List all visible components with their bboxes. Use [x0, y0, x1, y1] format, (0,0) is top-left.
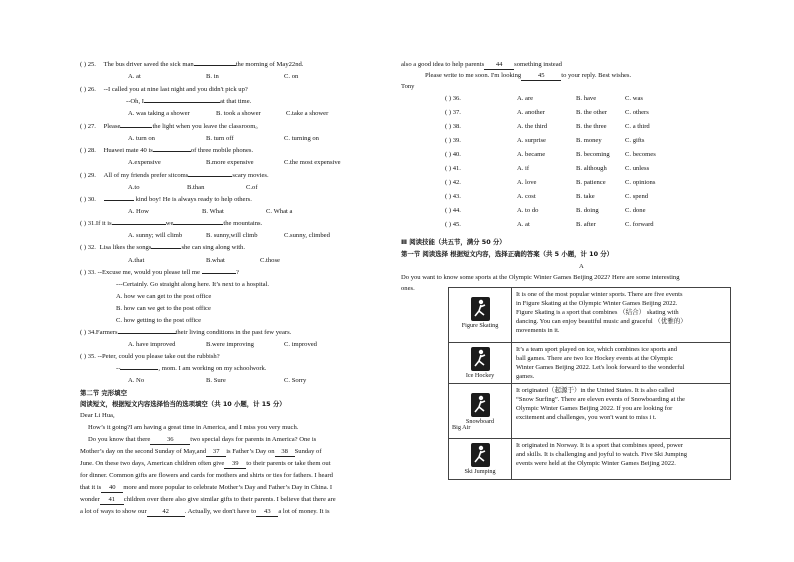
answer-blank[interactable] — [188, 176, 232, 177]
letter-signature: Tony — [401, 83, 415, 90]
passage-letter: A — [579, 263, 584, 270]
sports-row — [449, 343, 731, 384]
sport-label: Snowboard — [465, 418, 495, 425]
snowboard-icon — [471, 393, 490, 417]
option-choice[interactable]: B. doing — [576, 207, 599, 214]
option-choice[interactable]: C. unless — [625, 165, 650, 172]
answer-blank[interactable] — [112, 224, 166, 225]
sport-description — [512, 384, 731, 439]
question-33: ( ) 33. --Excuse me, would you please tell me ? — [80, 269, 239, 276]
question-29: ( ) 29. All of my friends prefer sitcoms scary movies. — [80, 172, 269, 179]
option-choice[interactable]: C. was — [625, 95, 643, 102]
option-choice[interactable]: C. a third — [625, 123, 650, 130]
option-row-number: ( ) 44. — [445, 207, 461, 214]
option-choice[interactable]: B. have — [576, 95, 597, 102]
letter-line: Mother’s day on the second Sunday of May,and 37 is Father’s Day on 38 Sunday of — [80, 448, 322, 455]
option-choice[interactable]: A. another — [517, 109, 545, 116]
question-30: ( ) 30. kind boy! He is always ready to help others. — [80, 196, 252, 203]
blank-37[interactable]: 37 — [206, 449, 226, 457]
option-row-number: ( ) 43. — [445, 193, 461, 200]
sport-label-line2: Big Air — [452, 424, 471, 432]
answer-blank[interactable] — [153, 151, 191, 152]
sport-description — [512, 288, 731, 343]
option-choice[interactable]: C. gifts — [625, 137, 645, 144]
letter-line: How’s it going?I am having a great time in America, and I miss you very much. — [88, 424, 299, 431]
description-line: in Figure Skating at the Olympic Winter Games Beijing 2022. — [516, 300, 678, 307]
passage-intro: ones. — [401, 285, 415, 292]
sport-description — [512, 439, 731, 480]
answer-blank[interactable] — [144, 102, 220, 103]
option-row-number: ( ) 41. — [445, 165, 461, 172]
option-choice[interactable]: A. at — [517, 221, 530, 228]
figure-skating-icon — [471, 297, 490, 321]
option-choice[interactable]: A. are — [517, 95, 534, 102]
option-choice[interactable]: C. opinions — [625, 179, 656, 186]
option-choice[interactable]: B. money — [576, 137, 602, 144]
option-choice[interactable]: B. becoming — [576, 151, 610, 158]
letter-greeting: Dear Li Hua, — [80, 412, 115, 419]
option-choice[interactable]: A. love — [517, 179, 537, 186]
letter-line: Please write to me soon. I'm looking 45 to your reply. Best wishes. — [425, 72, 632, 79]
letter-line: that it is 40 more and more popular to celebrate Mother’s Day and Father’s Day in China. I — [80, 484, 333, 491]
option-choice[interactable]: C. spend — [625, 193, 649, 200]
blank-43[interactable]: 43 — [256, 509, 278, 517]
description-line: It originated（起源于）in the United States. It is also called — [516, 387, 674, 394]
question-31: ( ) 31.If it is we the mountains. — [80, 220, 263, 227]
option-choice[interactable]: C. becomes — [625, 151, 656, 158]
sport-label: Figure Skating — [461, 322, 499, 329]
question-27: ( ) 27. Please the light when you leave the classroom。 — [80, 123, 262, 130]
option-choice[interactable]: B. although — [576, 165, 607, 172]
question-28: ( ) 28. Huawei mate 40 is of three mobile phones. — [80, 147, 254, 154]
blank-44[interactable]: 44 — [484, 62, 514, 70]
sports-row — [449, 384, 731, 439]
answer-blank[interactable] — [104, 200, 134, 201]
description-line: Winter Games Beijing 2022. Let's look forward to the wonderful — [516, 364, 685, 371]
option-choice[interactable]: A. the third — [517, 123, 548, 130]
option-choice[interactable]: C. done — [625, 207, 646, 214]
blank-39[interactable]: 39 — [224, 461, 246, 469]
option-row-number: ( ) 45. — [445, 221, 461, 228]
ski-jumping-icon — [471, 443, 490, 467]
option-choice[interactable]: A. cost — [517, 193, 536, 200]
answer-blank[interactable] — [120, 127, 152, 128]
option-choice[interactable]: A. became — [517, 151, 546, 158]
blank-42[interactable]: 42 — [147, 509, 185, 517]
sports-row — [449, 439, 731, 480]
letter-line: also a good idea to help parents 44 something instead — [401, 61, 562, 68]
option-row-number: ( ) 36. — [445, 95, 461, 102]
section-3-subtitle: 第一节 阅读选择 根据短文内容，选择正确的答案（共 5 小题，计 10 分） — [401, 250, 614, 258]
description-line: It originated in Norway. It is a sport that combines speed, power — [516, 442, 683, 449]
answer-blank[interactable] — [173, 224, 223, 225]
answer-blank[interactable] — [120, 369, 158, 370]
option-choice[interactable]: A. if — [517, 165, 530, 172]
letter-line: Do you know that there 36 two special days for parents in America? One is — [88, 436, 317, 443]
description-line: and skills. It is challenging and joyful to watch. Five Ski Jumping — [516, 451, 687, 458]
option-row-number: ( ) 40. — [445, 151, 461, 158]
blank-45[interactable]: 45 — [521, 73, 561, 81]
description-line: Olympic Winter Games Beijing 2022. If you are looking for — [516, 405, 673, 412]
option-row-number: ( ) 42. — [445, 179, 461, 186]
description-line: events were held at the Olympic Winter Games Beijing 2022. — [516, 460, 676, 467]
option-choice[interactable]: A. to do — [517, 207, 539, 214]
sport-label: Ski Jumping — [464, 468, 496, 475]
description-line: excitement and challenges, you won't want to miss i t. — [516, 414, 657, 421]
description-line: Figure Skating is a sport that combines （结合） skating with — [516, 309, 679, 316]
option-choice[interactable]: B. the three — [576, 123, 607, 130]
option-row-number: ( ) 39. — [445, 137, 461, 144]
option-choice[interactable]: B. the other — [576, 109, 607, 116]
question-32: ( ) 32. Lisa likes the songs she can sing along with. — [80, 244, 245, 251]
answer-blank[interactable] — [194, 65, 236, 66]
question-35: ( ) 35. --Peter, could you please take out the rubbish? — [80, 353, 220, 360]
blank-38[interactable]: 38 — [275, 449, 295, 457]
sports-row — [449, 288, 731, 343]
blank-40[interactable]: 40 — [101, 485, 123, 493]
description-line: It is one of the most popular winter sports. There are five events — [516, 291, 683, 298]
section-2-title: 第二节 完形填空 — [80, 389, 127, 397]
option-choice[interactable]: B. patience — [576, 179, 606, 186]
section-2-instructions: 阅读短文，根据短文内容选择恰当的选项填空（共 10 小题，计 15 分） — [80, 400, 286, 408]
answer-blank[interactable] — [151, 248, 181, 249]
passage-intro: Do you want to know some sports at the Olympic Winter Games Beijing 2022? Here are some interesting — [401, 274, 680, 281]
ice-hockey-icon — [471, 347, 490, 371]
description-line: dancing. You can enjoy beautiful music and graceful （优雅的） — [516, 318, 687, 325]
description-line: It’s a team sport played on ice, which combines ice sports and — [516, 346, 678, 353]
description-line: “Snow Surfing”. There are eleven events of Snowboarding at the — [516, 396, 685, 403]
question-26: ( ) 26. --I called you at nine last night and you didn't pick up? — [80, 86, 248, 93]
answer-blank[interactable] — [118, 333, 176, 334]
option-choice[interactable]: B. take — [576, 193, 595, 200]
letter-line: June. On these two days, American children often give 39 to their parents or take them out — [80, 460, 331, 467]
description-line: ball games. There are two Ice Hockey events at the Olympic — [516, 355, 674, 362]
option-choice[interactable]: C. forward — [625, 221, 654, 228]
question-34: ( ) 34.Farmers their living conditions in the past few years. — [80, 329, 292, 336]
option-choice[interactable]: C. others — [625, 109, 649, 116]
sport-description — [512, 343, 731, 384]
option-choice[interactable]: A. surprise — [517, 137, 546, 144]
blank-36[interactable]: 36 — [150, 437, 190, 445]
sport-label: Ice Hockey — [465, 372, 495, 379]
description-line: games. — [516, 373, 535, 380]
option-choice[interactable]: B. after — [576, 221, 596, 228]
answer-blank[interactable] — [202, 273, 236, 274]
description-line: movements in it. — [516, 327, 560, 334]
letter-line: a lot of ways to show our 42 . Actually, we don't have to 43 a lot of money. It is — [80, 508, 330, 515]
option-row-number: ( ) 38. — [445, 123, 461, 130]
section-3-title: Ⅲ 阅读技能（共五节，满分 50 分） — [401, 238, 506, 246]
option-row-number: ( ) 37. — [445, 109, 461, 116]
blank-41[interactable]: 41 — [100, 497, 124, 505]
letter-line: wonder 41 children over there also give similar gifts to their parents. I believe that there are — [80, 496, 336, 503]
question-25: ( ) 25. The bus driver saved the sick man the morning of May22nd. — [80, 61, 304, 68]
letter-line: for dinner. Common gifts are flowers and cards for mothers and shirts or ties for fathers. I heard — [80, 472, 333, 479]
sports-table — [448, 287, 731, 480]
